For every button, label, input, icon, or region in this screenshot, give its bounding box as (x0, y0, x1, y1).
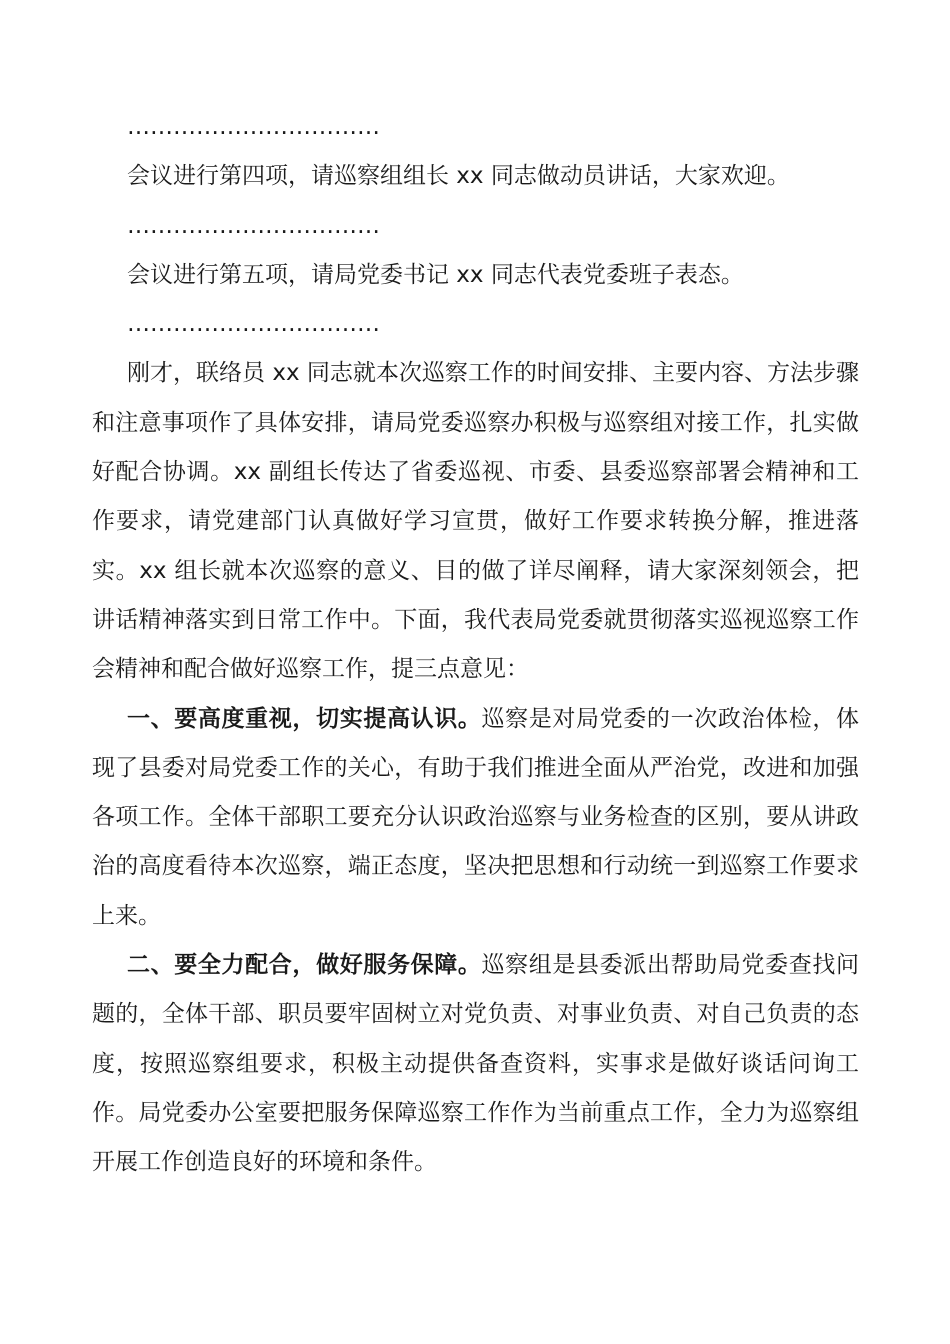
ellipsis-line: …………………………… (127, 114, 380, 140)
agenda-item-five: 会议进行第五项，请局党委书记 xx 同志代表党委班子表态。 (127, 261, 744, 288)
ellipsis-line: …………………………… (127, 311, 380, 338)
agenda-item-four: 会议进行第四项，请巡察组组长 xx 同志做动员讲话，大家欢迎。 (127, 163, 790, 190)
point-one-paragraph (92, 695, 859, 941)
document-body (92, 103, 859, 1188)
point-one-heading: 一、要高度重视，切实提高认识。 (127, 705, 482, 732)
point-two-heading: 二、要全力配合，做好服务保障。 (127, 952, 482, 979)
ellipsis-line: …………………………… (127, 212, 380, 239)
point-two-paragraph (92, 941, 859, 1187)
point-two-body: 巡察组是县委派出帮助局党委查找问题的，全体干部、职员要牢固树立对党负责、对事业负责、对自己负责的态度，按照巡察组要求，积极主动提供备查资料，实事求是做好谈话问询工作。局党委办公室要把服务保障巡察工作作为当前重点工作，全力为巡察组开展工作创造良好的环境和条件。 (92, 952, 860, 1176)
summary-paragraph: 刚才，联络员 xx 同志就本次巡察工作的时间安排、主要内容、方法步骤和注意事项作了具体安排，请局党委巡察办积极与巡察组对接工作，扎实做好配合协调。xx 副组长传达了省委巡视、市委、县委巡察部署会精神和工作要求，请党建部门认真做好学习宣贯，做好工作要求转换分解，推进落实。xx 组长就本次巡察的意义、目的做了详尽阐释，请大家深刻领会，把讲话精神落实到日常工作中。下面，我代表局党委就贯彻落实巡视巡察工作会精神和配合做好巡察工作，提三点意见： (92, 360, 859, 683)
point-one-body: 巡察是对局党委的一次政治体检，体现了县委对局党委工作的关心，有助于我们推进全面从严治党，改进和加强各项工作。全体干部职工要充分认识政治巡察与业务检查的区别，要从讲政治的高度看待本次巡察，端正态度，坚决把思想和行动统一到巡察工作要求上来。 (92, 705, 860, 929)
